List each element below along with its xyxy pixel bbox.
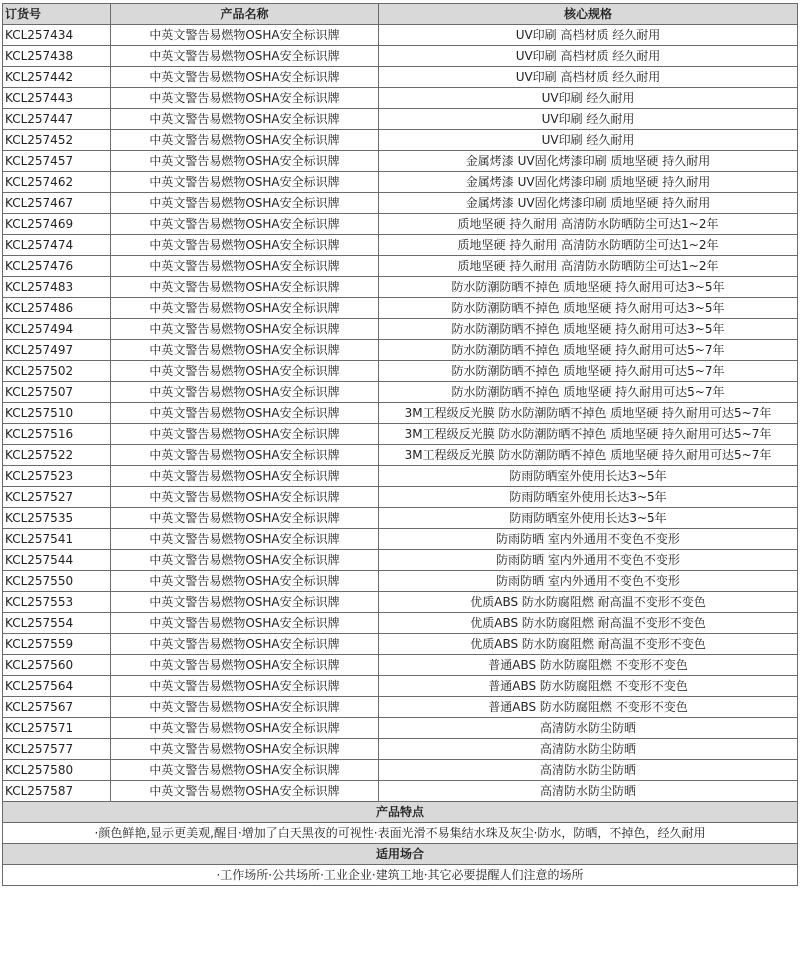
table-row (3, 256, 798, 277)
product-name-cell: 中英文警告易燃物OSHA安全标识牌 (111, 319, 379, 340)
product-spec-table (2, 3, 798, 886)
table-row (3, 781, 798, 802)
core-spec-cell: 防雨防晒室外使用长达3~5年 (379, 508, 798, 529)
product-name-cell: 中英文警告易燃物OSHA安全标识牌 (111, 487, 379, 508)
order-number-cell: KCL257457 (3, 151, 111, 172)
order-number-cell: KCL257564 (3, 676, 111, 697)
table-row (3, 508, 798, 529)
core-spec-cell: 防雨防晒 室内外通用不变色不变形 (379, 571, 798, 592)
table-row (3, 487, 798, 508)
order-number-cell: KCL257522 (3, 445, 111, 466)
core-spec-cell: UV印刷 经久耐用 (379, 130, 798, 151)
product-name-cell: 中英文警告易燃物OSHA安全标识牌 (111, 193, 379, 214)
product-name-cell: 中英文警告易燃物OSHA安全标识牌 (111, 676, 379, 697)
order-number-cell: KCL257559 (3, 634, 111, 655)
table-row (3, 466, 798, 487)
core-spec-cell: 普通ABS 防水防腐阻燃 不变形不变色 (379, 697, 798, 718)
table-row (3, 88, 798, 109)
table-row (3, 739, 798, 760)
product-name-cell: 中英文警告易燃物OSHA安全标识牌 (111, 46, 379, 67)
core-spec-cell: 优质ABS 防水防腐阻燃 耐高温不变形不变色 (379, 613, 798, 634)
table-row (3, 25, 798, 46)
order-number-cell: KCL257434 (3, 25, 111, 46)
order-number-cell: KCL257494 (3, 319, 111, 340)
order-number-cell: KCL257442 (3, 67, 111, 88)
core-spec-cell: 优质ABS 防水防腐阻燃 耐高温不变形不变色 (379, 592, 798, 613)
table-row (3, 151, 798, 172)
core-spec-cell: UV印刷 高档材质 经久耐用 (379, 67, 798, 88)
core-spec-cell: 高清防水防尘防晒 (379, 739, 798, 760)
order-number-cell: KCL257469 (3, 214, 111, 235)
core-spec-cell: 防雨防晒室外使用长达3~5年 (379, 487, 798, 508)
table-row (3, 214, 798, 235)
core-spec-cell: UV印刷 高档材质 经久耐用 (379, 46, 798, 67)
table-row (3, 382, 798, 403)
product-name-cell: 中英文警告易燃物OSHA安全标识牌 (111, 109, 379, 130)
order-number-cell: KCL257507 (3, 382, 111, 403)
table-row (3, 571, 798, 592)
product-name-cell: 中英文警告易燃物OSHA安全标识牌 (111, 781, 379, 802)
order-number-cell: KCL257527 (3, 487, 111, 508)
product-name-cell: 中英文警告易燃物OSHA安全标识牌 (111, 151, 379, 172)
core-spec-cell: 3M工程级反光膜 防水防潮防晒不掉色 质地坚硬 持久耐用可达5~7年 (379, 445, 798, 466)
order-number-cell: KCL257571 (3, 718, 111, 739)
table-row (3, 130, 798, 151)
table-row (3, 235, 798, 256)
order-number-cell: KCL257587 (3, 781, 111, 802)
order-number-cell: KCL257516 (3, 424, 111, 445)
core-spec-cell: 3M工程级反光膜 防水防潮防晒不掉色 质地坚硬 持久耐用可达5~7年 (379, 424, 798, 445)
product-name-cell: 中英文警告易燃物OSHA安全标识牌 (111, 340, 379, 361)
core-spec-cell: 金属烤漆 UV固化烤漆印刷 质地坚硬 持久耐用 (379, 193, 798, 214)
order-number-cell: KCL257580 (3, 760, 111, 781)
core-spec-cell: 质地坚硬 持久耐用 高清防水防晒防尘可达1~2年 (379, 214, 798, 235)
product-name-cell: 中英文警告易燃物OSHA安全标识牌 (111, 760, 379, 781)
table-row (3, 592, 798, 613)
product-name-cell: 中英文警告易燃物OSHA安全标识牌 (111, 508, 379, 529)
table-row (3, 676, 798, 697)
product-name-cell: 中英文警告易燃物OSHA安全标识牌 (111, 697, 379, 718)
table-row (3, 445, 798, 466)
product-name-cell: 中英文警告易燃物OSHA安全标识牌 (111, 88, 379, 109)
product-name-cell: 中英文警告易燃物OSHA安全标识牌 (111, 739, 379, 760)
order-number-cell: KCL257462 (3, 172, 111, 193)
core-spec-cell: 3M工程级反光膜 防水防潮防晒不掉色 质地坚硬 持久耐用可达5~7年 (379, 403, 798, 424)
core-spec-cell: 高清防水防尘防晒 (379, 718, 798, 739)
core-spec-cell: 质地坚硬 持久耐用 高清防水防晒防尘可达1~2年 (379, 235, 798, 256)
table-row (3, 424, 798, 445)
core-spec-cell: 防雨防晒 室内外通用不变色不变形 (379, 550, 798, 571)
product-name-cell: 中英文警告易燃物OSHA安全标识牌 (111, 277, 379, 298)
product-name-cell: 中英文警告易燃物OSHA安全标识牌 (111, 403, 379, 424)
header-order-number: 订货号 (3, 4, 111, 25)
core-spec-cell: 防水防潮防晒不掉色 质地坚硬 持久耐用可达5~7年 (379, 382, 798, 403)
order-number-cell: KCL257438 (3, 46, 111, 67)
order-number-cell: KCL257447 (3, 109, 111, 130)
product-name-cell: 中英文警告易燃物OSHA安全标识牌 (111, 550, 379, 571)
table-header-row (3, 4, 798, 25)
order-number-cell: KCL257523 (3, 466, 111, 487)
core-spec-cell: 防水防潮防晒不掉色 质地坚硬 持久耐用可达3~5年 (379, 277, 798, 298)
product-name-cell: 中英文警告易燃物OSHA安全标识牌 (111, 172, 379, 193)
table-row (3, 67, 798, 88)
core-spec-cell: 金属烤漆 UV固化烤漆印刷 质地坚硬 持久耐用 (379, 172, 798, 193)
product-name-cell: 中英文警告易燃物OSHA安全标识牌 (111, 571, 379, 592)
table-row (3, 277, 798, 298)
product-name-cell: 中英文警告易燃物OSHA安全标识牌 (111, 130, 379, 151)
order-number-cell: KCL257560 (3, 655, 111, 676)
product-name-cell: 中英文警告易燃物OSHA安全标识牌 (111, 256, 379, 277)
order-number-cell: KCL257502 (3, 361, 111, 382)
order-number-cell: KCL257550 (3, 571, 111, 592)
order-number-cell: KCL257486 (3, 298, 111, 319)
order-number-cell: KCL257474 (3, 235, 111, 256)
product-name-cell: 中英文警告易燃物OSHA安全标识牌 (111, 655, 379, 676)
order-number-cell: KCL257541 (3, 529, 111, 550)
table-row (3, 109, 798, 130)
table-row (3, 760, 798, 781)
core-spec-cell: UV印刷 经久耐用 (379, 109, 798, 130)
order-number-cell: KCL257567 (3, 697, 111, 718)
features-text: ·颜色鲜艳,显示更美观,醒目·增加了白天黑夜的可视性·表面光滑不易集结水珠及灰尘·防水，防晒，不掉色，经久耐用 (3, 823, 798, 844)
core-spec-cell: 高清防水防尘防晒 (379, 760, 798, 781)
product-name-cell: 中英文警告易燃物OSHA安全标识牌 (111, 361, 379, 382)
product-name-cell: 中英文警告易燃物OSHA安全标识牌 (111, 382, 379, 403)
core-spec-cell: UV印刷 高档材质 经久耐用 (379, 25, 798, 46)
product-name-cell: 中英文警告易燃物OSHA安全标识牌 (111, 529, 379, 550)
table-row (3, 172, 798, 193)
table-row (3, 634, 798, 655)
order-number-cell: KCL257497 (3, 340, 111, 361)
product-name-cell: 中英文警告易燃物OSHA安全标识牌 (111, 25, 379, 46)
core-spec-cell: 优质ABS 防水防腐阻燃 耐高温不变形不变色 (379, 634, 798, 655)
table-row (3, 319, 798, 340)
order-number-cell: KCL257577 (3, 739, 111, 760)
table-row (3, 613, 798, 634)
table-row (3, 718, 798, 739)
core-spec-cell: 防雨防晒 室内外通用不变色不变形 (379, 529, 798, 550)
header-core-spec: 核心规格 (379, 4, 798, 25)
core-spec-cell: 普通ABS 防水防腐阻燃 不变形不变色 (379, 655, 798, 676)
order-number-cell: KCL257476 (3, 256, 111, 277)
product-name-cell: 中英文警告易燃物OSHA安全标识牌 (111, 67, 379, 88)
core-spec-cell: 金属烤漆 UV固化烤漆印刷 质地坚硬 持久耐用 (379, 151, 798, 172)
product-name-cell: 中英文警告易燃物OSHA安全标识牌 (111, 298, 379, 319)
table-row (3, 550, 798, 571)
order-number-cell: KCL257510 (3, 403, 111, 424)
applications-title: 适用场合 (3, 844, 798, 865)
table-row (3, 361, 798, 382)
applications-title-row (3, 844, 798, 865)
core-spec-cell: 普通ABS 防水防腐阻燃 不变形不变色 (379, 676, 798, 697)
core-spec-cell: UV印刷 经久耐用 (379, 88, 798, 109)
order-number-cell: KCL257452 (3, 130, 111, 151)
core-spec-cell: 防水防潮防晒不掉色 质地坚硬 持久耐用可达5~7年 (379, 340, 798, 361)
core-spec-cell: 防水防潮防晒不掉色 质地坚硬 持久耐用可达5~7年 (379, 361, 798, 382)
product-name-cell: 中英文警告易燃物OSHA安全标识牌 (111, 424, 379, 445)
order-number-cell: KCL257544 (3, 550, 111, 571)
product-name-cell: 中英文警告易燃物OSHA安全标识牌 (111, 466, 379, 487)
table-row (3, 340, 798, 361)
product-name-cell: 中英文警告易燃物OSHA安全标识牌 (111, 613, 379, 634)
order-number-cell: KCL257467 (3, 193, 111, 214)
core-spec-cell: 质地坚硬 持久耐用 高清防水防晒防尘可达1~2年 (379, 256, 798, 277)
order-number-cell: KCL257443 (3, 88, 111, 109)
order-number-cell: KCL257535 (3, 508, 111, 529)
product-name-cell: 中英文警告易燃物OSHA安全标识牌 (111, 235, 379, 256)
product-name-cell: 中英文警告易燃物OSHA安全标识牌 (111, 592, 379, 613)
core-spec-cell: 高清防水防尘防晒 (379, 781, 798, 802)
features-title: 产品特点 (3, 802, 798, 823)
product-name-cell: 中英文警告易燃物OSHA安全标识牌 (111, 445, 379, 466)
table-row (3, 697, 798, 718)
product-name-cell: 中英文警告易燃物OSHA安全标识牌 (111, 214, 379, 235)
features-title-row (3, 802, 798, 823)
header-product-name: 产品名称 (111, 4, 379, 25)
table-body (3, 25, 798, 802)
table-row (3, 655, 798, 676)
table-row (3, 403, 798, 424)
table-row (3, 529, 798, 550)
core-spec-cell: 防雨防晒室外使用长达3~5年 (379, 466, 798, 487)
order-number-cell: KCL257483 (3, 277, 111, 298)
applications-text: ·工作场所·公共场所·工业企业·建筑工地·其它必要提醒人们注意的场所 (3, 865, 798, 886)
product-name-cell: 中英文警告易燃物OSHA安全标识牌 (111, 634, 379, 655)
table-row (3, 298, 798, 319)
core-spec-cell: 防水防潮防晒不掉色 质地坚硬 持久耐用可达3~5年 (379, 298, 798, 319)
order-number-cell: KCL257553 (3, 592, 111, 613)
features-text-row (3, 823, 798, 844)
order-number-cell: KCL257554 (3, 613, 111, 634)
core-spec-cell: 防水防潮防晒不掉色 质地坚硬 持久耐用可达3~5年 (379, 319, 798, 340)
product-name-cell: 中英文警告易燃物OSHA安全标识牌 (111, 718, 379, 739)
applications-text-row (3, 865, 798, 886)
table-row (3, 193, 798, 214)
table-row (3, 46, 798, 67)
